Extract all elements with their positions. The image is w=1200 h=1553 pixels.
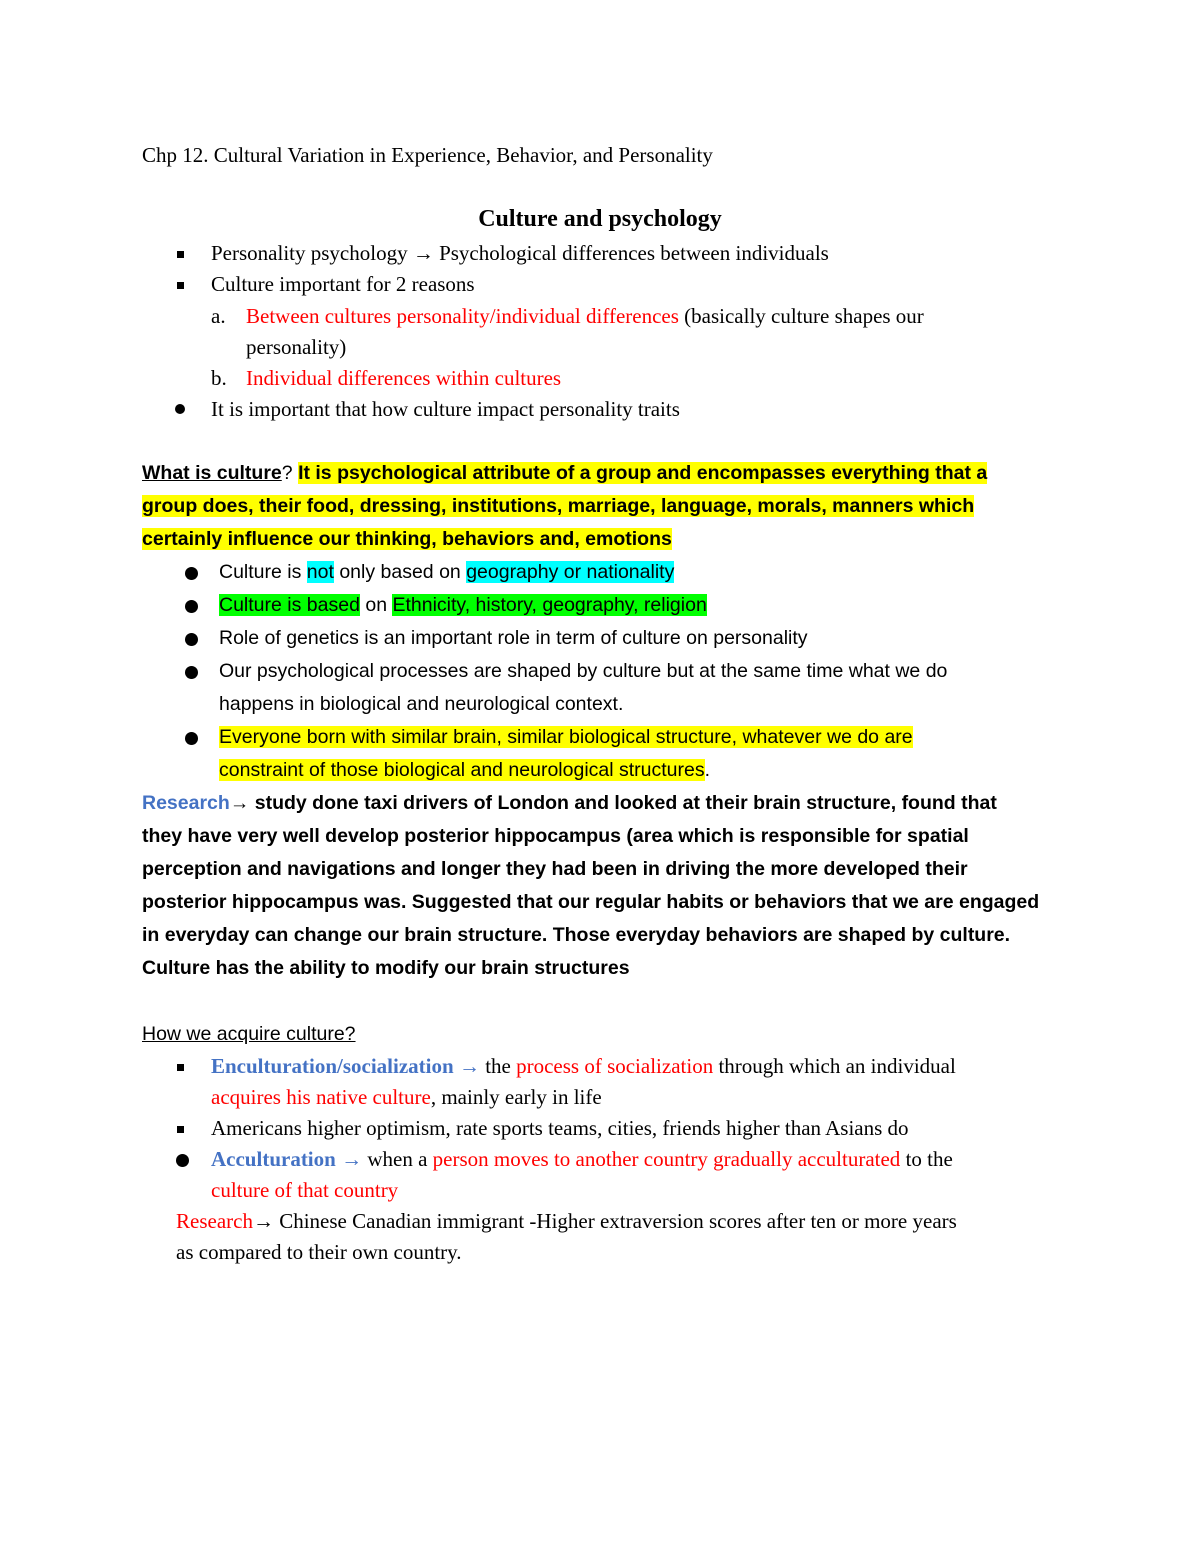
research-paragraph-line-1	[142, 792, 997, 815]
arrow-right-icon: →	[412, 241, 434, 265]
arrow-right-icon: →	[229, 792, 250, 814]
highlighted-phrase: Culture is based	[219, 594, 360, 616]
square-bullet-icon	[177, 1064, 184, 1071]
sub-item-a-continuation: personality)	[246, 335, 347, 359]
round-bullet-icon	[176, 1154, 189, 1167]
highlighted-phrase: Everyone born with similar brain, similar biological structure, whatever we do are	[219, 726, 913, 748]
arrow-right-icon: →	[458, 1054, 480, 1078]
research-paragraph-line-4: posterior hippocampus was. Suggested that our regular habits or behaviors that we are engaged	[142, 891, 1040, 913]
round-bullet-icon	[185, 600, 198, 613]
research-label: Research	[142, 792, 230, 814]
list-item-text: Psychological differences between individuals	[439, 241, 829, 265]
list-item-acculturation-cont: culture of that country	[211, 1178, 399, 1202]
red-text: acquires his native culture	[211, 1085, 431, 1109]
list-item-text: to the	[905, 1147, 953, 1171]
sub-item-b-text: Individual differences within cultures	[246, 366, 562, 390]
paragraph-text: study done taxi drivers of London and looked at their brain structure, found that	[254, 792, 997, 814]
sub-item-label: a.	[211, 304, 226, 328]
research-paragraph-line-6: Culture has the ability to modify our brain structures	[142, 957, 630, 979]
what-is-culture-line	[142, 462, 987, 485]
highlighted-phrase: Ethnicity, history, geography, religion	[392, 594, 707, 616]
term-text: Acculturation	[211, 1147, 336, 1171]
section-heading: Culture and psychology	[478, 206, 722, 232]
round-bullet-icon	[185, 633, 198, 646]
list-item-acculturation	[211, 1147, 953, 1172]
list-item-psychological-processes-cont: happens in biological and neurological context.	[219, 693, 624, 715]
red-text: process of socialization	[516, 1054, 714, 1078]
arrow-right-icon: →	[252, 1209, 274, 1233]
list-item-text: through which an individual	[718, 1054, 956, 1078]
list-item-culture-important: Culture important for 2 reasons	[211, 272, 475, 296]
list-item-psychological-processes: Our psychological processes are shaped by culture but at the same time what we do	[219, 660, 948, 682]
definition-line-2	[142, 495, 974, 518]
research-paragraph-line-5: in everyday can change our brain structure. Those everyday behaviors are shaped by culture.	[142, 924, 1011, 946]
highlighted-definition: certainly influence our thinking, behaviors and, emotions	[142, 528, 672, 550]
round-bullet-icon	[185, 567, 198, 580]
list-item-not-geography	[219, 561, 674, 584]
list-item-text: the	[485, 1054, 511, 1078]
list-item-genetics: Role of genetics is an important role in term of culture on personality	[219, 627, 808, 649]
question-text: What is culture	[142, 462, 282, 484]
research-paragraph-line-2: they have very well develop posterior hippocampus (area which is responsible for spatial	[142, 825, 969, 847]
list-item-text: when a	[367, 1147, 428, 1171]
red-text: person moves to another country gradually acculturated	[432, 1147, 901, 1171]
square-bullet-icon	[177, 282, 184, 289]
sub-item-b	[211, 366, 227, 391]
list-item-culture-impact: It is important that how culture impact personality traits	[211, 397, 680, 421]
square-bullet-icon	[177, 1126, 184, 1133]
sub-item-text: (basically culture shapes our	[684, 304, 924, 328]
list-item-americans: Americans higher optimism, rate sports teams, cities, friends higher than Asians do	[211, 1116, 909, 1140]
sub-item-a-text	[246, 304, 924, 329]
research-note-line-2: as compared to their own country.	[176, 1240, 462, 1264]
paragraph-text: Chinese Canadian immigrant -Higher extraversion scores after ten or more years	[279, 1209, 957, 1233]
list-item-enculturation	[211, 1054, 956, 1079]
list-item-text: on	[365, 594, 388, 616]
term-text: Enculturation/socialization	[211, 1054, 454, 1078]
research-note-line-1	[176, 1209, 957, 1234]
highlighted-definition: group does, their food, dressing, institutions, marriage, language, morals, manners which	[142, 495, 975, 517]
highlighted-word: not	[306, 561, 334, 583]
highlighted-phrase: geography or nationality	[466, 561, 675, 583]
list-item-culture-based	[219, 594, 707, 617]
list-item-text: Personality psychology	[211, 241, 408, 265]
arrow-right-icon: →	[341, 1147, 363, 1171]
question-mark: ?	[281, 462, 293, 484]
research-paragraph-line-3: perception and navigations and longer they had been in driving the more developed their	[142, 858, 968, 880]
list-item-similar-brain-cont	[219, 759, 710, 782]
sub-item-label: b.	[211, 366, 227, 390]
list-item-text: only based on	[339, 561, 461, 583]
list-item-personality-psychology	[211, 241, 829, 266]
sub-item-red-text: Between cultures personality/individual differences	[246, 304, 679, 328]
round-bullet-icon	[185, 732, 198, 745]
period: .	[704, 759, 711, 781]
list-item-similar-brain	[219, 726, 913, 749]
round-bullet-icon	[185, 666, 198, 679]
research-label: Research	[176, 1209, 253, 1233]
list-item-text: , mainly early in life	[430, 1085, 602, 1109]
highlighted-definition: It is psychological attribute of a group and encompasses everything that a	[298, 462, 988, 484]
list-item-text: Culture is	[219, 561, 302, 583]
definition-line-3	[142, 528, 672, 551]
sub-item-a	[211, 304, 226, 329]
square-bullet-icon	[177, 251, 184, 258]
document-title: Chp 12. Cultural Variation in Experience, Behavior, and Personality	[142, 143, 713, 167]
highlighted-phrase: constraint of those biological and neurological structures	[219, 759, 705, 781]
how-acquire-culture-heading: How we acquire culture?	[142, 1023, 356, 1045]
round-bullet-icon	[175, 404, 185, 414]
list-item-enculturation-cont	[211, 1085, 602, 1110]
